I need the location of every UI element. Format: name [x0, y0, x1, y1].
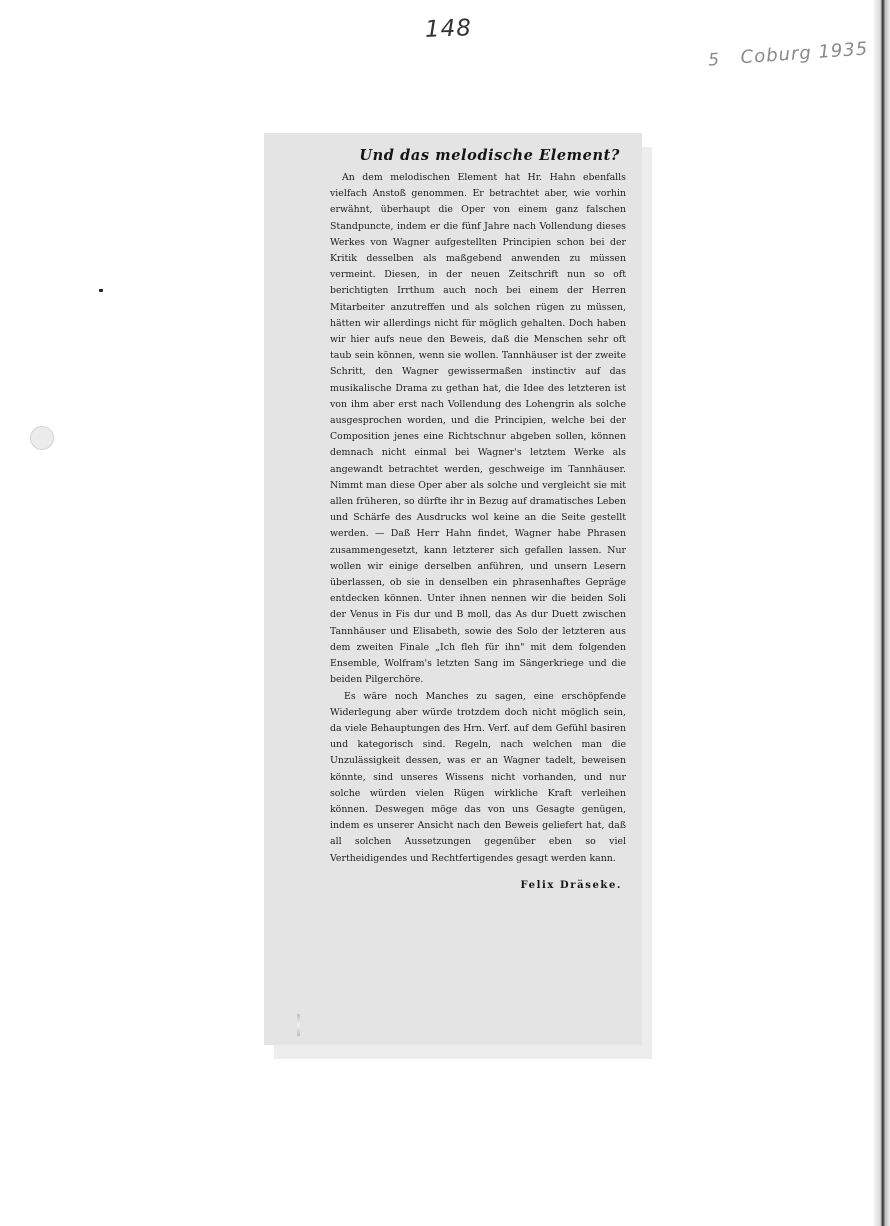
- margin-note-text: Coburg 1935: [739, 38, 869, 69]
- dust-speck: [99, 289, 103, 292]
- article-paragraph: An dem melodischen Element hat Hr. Hahn ebenfalls vielfach Anstoß genommen. Er betrachtet aber, wie vorhin erwähnt, überhaupt die Oper von einem ganz falschen Standpuncte, indem er die fünf Jahre nach Vollendung dieses Werkes von Wagner aufgestellten Principien schon bei der Kritik desselben als maßgebend anwenden zu müssen vermeint. Diesen, in der neuen Zeitschrift nun so oft berichtigten Irrthum auch noch bei einem der Herren Mitarbeiter anzutreffen und als solchen rügen zu müssen, hätten wir allerdings nicht für möglich gehalten. Doch haben wir hier aufs neue den Beweis, daß die Menschen sehr oft taub sein können, wenn sie wollen. Tannhäuser ist der zweite Schritt, den Wagner gewissermaßen instinctiv auf das musikalische Drama zu gethan hat, die Idee des letzteren ist von ihm aber erst nach Vollendung des Lohengrin als solche ausgesprochen worden, und die Principien, welche bei der Composition jenes eine Richtschnur abgeben sollen, können demnach nicht einmal bei Wagner's letztem Werke als angewandt betrachtet werden, geschweige im Tannhäuser. Nimmt man diese Oper aber als solche und vergleicht sie mit allen früheren, so dürfte ihr in Bezug auf dramatisches Leben und Schärfe des Ausdrucks wol keine an die Seite gestellt werden. — Daß Herr Hahn findet, Wagner habe Phrasen zusammengesetzt, kann letzterer sich gefallen lassen. Nur wollen wir einige derselben anführen, und unsern Lesern überlassen, ob sie in denselben ein phrasenhaftes Gepräge entdecken können. Unter ihnen nennen wir die beiden Soli der Venus in Fis dur und B moll, das As dur Duett zwischen Tannhäuser und Elisabeth, sowie des Solo der letzteren aus dem zweiten Finale „Ich fleh für ihn" mit dem folgenden Ensemble, Wolfram's letzten Sang im Sängerkriege und die beiden Pilgerchöre.: [330, 172, 626, 686]
- article-title: Und das melodische Element?: [359, 147, 620, 164]
- author-signature: Felix Dräseke.: [520, 880, 622, 891]
- article-body: [330, 170, 626, 867]
- bleed-through-text: [312, 908, 612, 1028]
- margin-note-number: 5: [707, 49, 721, 71]
- margin-note: [707, 38, 868, 70]
- article-paragraph: Es wäre noch Manches zu sagen, eine erschöpfende Widerlegung aber würde trotzdem doch nicht möglich sein, da viele Behauptungen des Hrn. Verf. auf dem Gefühl basiren und kategorisch sind. Regeln, nach welchen man die Unzulässigkeit dessen, was er an Wagner tadelt, beweisen könnte, sind unseres Wissens nicht vorhanden, und nur solche würden vielen Rügen wirkliche Kraft verleihen können. Deswegen möge das von uns Gesagte genügen, indem es unserer Ansicht nach den Beweis geliefert hat, daß all solchen Aussetzungen gegenüber eben so viel Vertheidigendes und Rechtfertigendes gesagt werden kann.: [330, 690, 626, 864]
- tape-mark: [297, 1014, 300, 1036]
- page-number: 148: [424, 15, 473, 43]
- punch-hole: [30, 426, 54, 450]
- scanner-edge: [874, 0, 890, 1226]
